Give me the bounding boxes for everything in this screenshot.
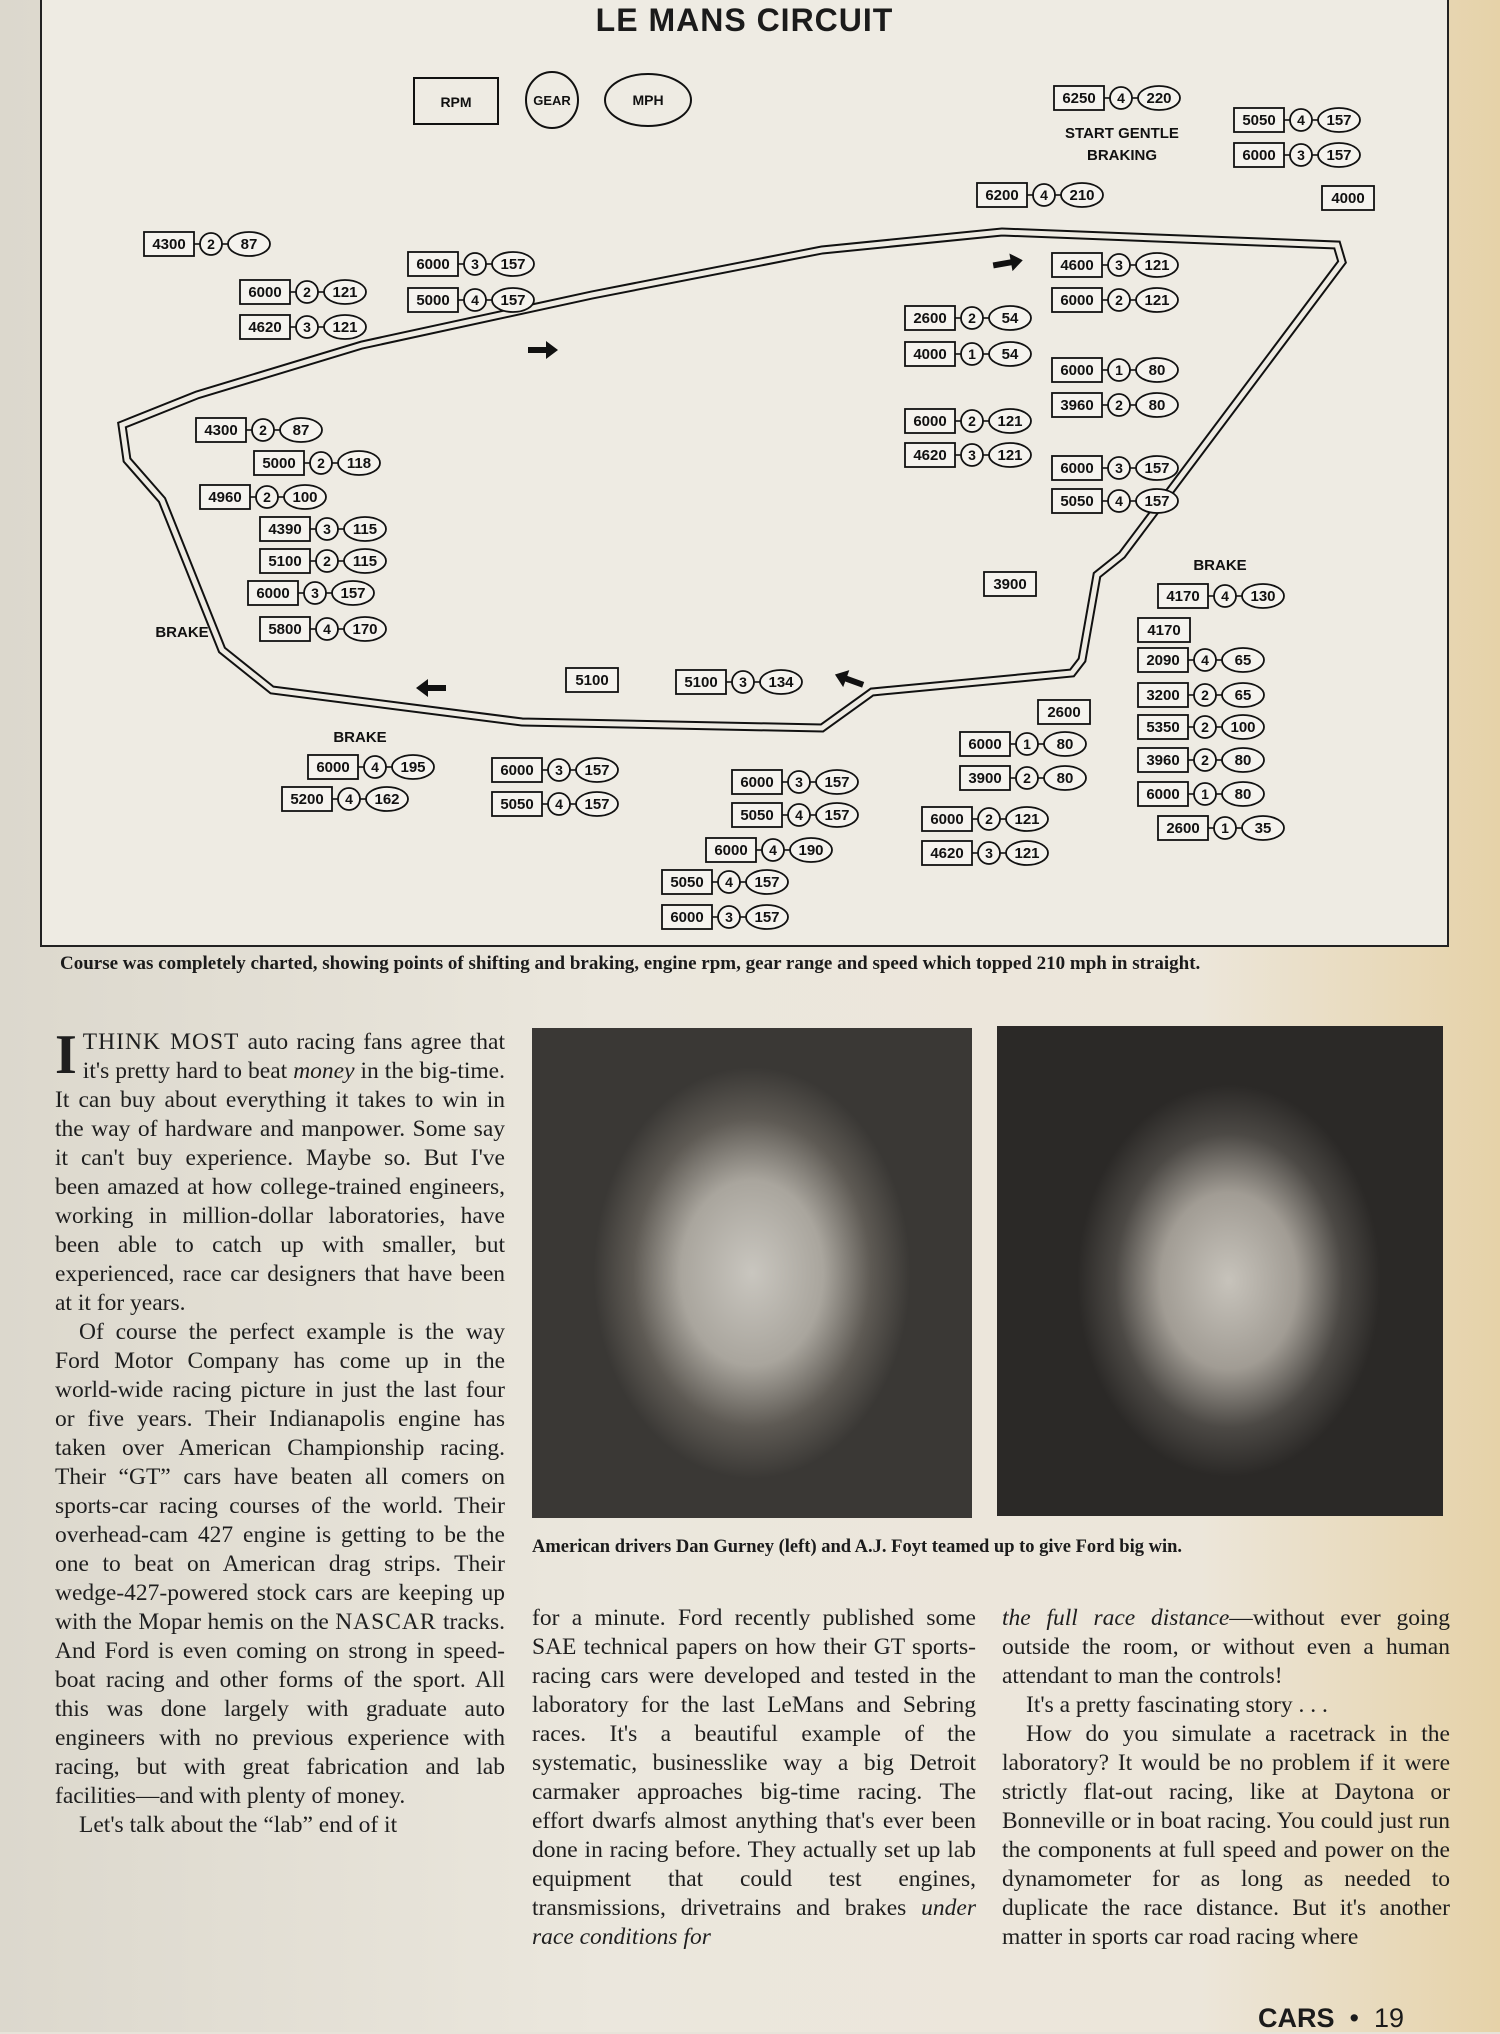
chip-mph-value: 115 (352, 553, 378, 570)
article-paragraph-5: How do you simulate a racetrack in the laboratory? It would be no problem if it were strictly flat-out racing, like at Daytona or Bonneville or in boat racing. You could just run the components at full speed and power on the dynamometer for as long as needed to duplicate the race distance. But it's another matter in sports car road racing where (1002, 1721, 1450, 1950)
chip-gear-value: 2 (1023, 770, 1031, 786)
chip-rpm-value: 3960 (1060, 397, 1094, 414)
chip-gear-value: 3 (985, 845, 993, 861)
chip-rpm-value: 5050 (740, 807, 774, 824)
chip-rpm-value: 6000 (714, 842, 748, 859)
map-caption: Course was completely charted, showing points of shifting and braking, engine rpm, gear range and speed which topped 210 mph in straight. (60, 953, 1201, 974)
chip-rpm-value: 4300 (152, 236, 186, 253)
chip-mph-value: 157 (824, 774, 850, 791)
chip-mph-value: 54 (1001, 346, 1019, 363)
chip-rpm-value: 4390 (268, 521, 302, 538)
single-rpm-value: 2600 (1047, 704, 1081, 721)
brake-label: BRAKE (1193, 557, 1247, 574)
chip-mph-value: 80 (1234, 786, 1252, 803)
chip-mph-value: 65 (1234, 652, 1252, 669)
chip-mph-value: 157 (1326, 147, 1352, 164)
chip-gear-value: 1 (1115, 362, 1123, 378)
photo-dan-gurney (532, 1028, 972, 1518)
single-rpm-value: 4170 (1147, 622, 1181, 639)
chip-rpm-value: 4170 (1166, 588, 1200, 605)
circuit-diagram (42, 0, 1447, 945)
article-paragraph-3-end: the full race distance—without ever going outside the room, or without even a human attendant to man the controls! (1002, 1605, 1450, 1689)
chip-gear-value: 4 (471, 292, 479, 308)
chip-rpm-value: 2600 (913, 310, 947, 327)
article-paragraph-1: ITHINK MOST auto racing fans agree that it's pretty hard to beat money in the big-time. It can buy about everything it takes to win in the way of hardware and manpower. Some say it can't buy experience. Maybe so. But I've been amazed at how college-trained engineers, working in million-dollar laboratories, have been able to catch up with smaller, but experienced, race car designers that have been at it for years. (55, 1024, 505, 1316)
start-gentle-braking-label: BRAKING (1087, 147, 1157, 164)
direction-arrow (528, 341, 558, 359)
chip-mph-value: 100 (292, 489, 318, 506)
chip-mph-value: 157 (754, 874, 780, 891)
chip-mph-value: 80 (1148, 397, 1166, 414)
chip-rpm-value: 6000 (670, 909, 704, 926)
chip-gear-value: 4 (1115, 493, 1123, 509)
chip-rpm-value: 6000 (1060, 460, 1094, 477)
start-gentle-braking-label: START GENTLE (1065, 125, 1179, 142)
chip-rpm-value: 6000 (416, 256, 450, 273)
chip-mph-value: 80 (1056, 770, 1074, 787)
chip-rpm-value: 5100 (684, 674, 718, 691)
chip-mph-value: 121 (1014, 845, 1040, 862)
chip-gear-value: 2 (317, 455, 325, 471)
photo-caption: American drivers Dan Gurney (left) and A.J. Foyt teamed up to give Ford big win. (532, 1537, 1183, 1557)
chip-gear-value: 2 (968, 310, 976, 326)
chip-mph-value: 130 (1250, 588, 1276, 605)
chip-mph-value: 195 (400, 759, 426, 776)
article-column-2 (532, 1604, 976, 1952)
legend-gear-label: GEAR (533, 93, 571, 108)
direction-arrow (832, 666, 866, 693)
single-rpm-value: 3900 (993, 576, 1027, 593)
article-paragraph-3-start: Let's talk about the “lab” end of it (79, 1812, 398, 1838)
chip-gear-value: 2 (207, 236, 215, 252)
chip-mph-value: 118 (346, 455, 372, 472)
chip-mph-value: 121 (997, 413, 1023, 430)
article-paragraph-4: It's a pretty fascinating story . . . (1026, 1692, 1328, 1718)
chip-rpm-value: 6000 (968, 736, 1002, 753)
chip-mph-value: 100 (1230, 719, 1256, 736)
chip-mph-value: 121 (997, 447, 1023, 464)
chip-mph-value: 170 (352, 621, 378, 638)
page-number: 19 (1374, 2003, 1405, 2033)
chip-gear-value: 4 (769, 842, 777, 858)
chip-mph-value: 54 (1001, 310, 1019, 327)
chip-gear-value: 4 (371, 759, 379, 775)
chip-rpm-value: 6000 (740, 774, 774, 791)
chip-mph-value: 121 (1014, 811, 1040, 828)
chip-rpm-value: 6000 (1060, 362, 1094, 379)
chip-mph-value: 121 (332, 284, 358, 301)
chip-gear-value: 2 (1201, 719, 1209, 735)
chip-gear-value: 4 (323, 621, 331, 637)
chip-mph-value: 80 (1056, 736, 1074, 753)
chip-mph-value: 121 (1144, 292, 1170, 309)
chip-rpm-value: 4960 (208, 489, 242, 506)
magazine-name: CARS (1258, 2003, 1335, 2033)
brake-label: BRAKE (333, 729, 387, 746)
chip-mph-value: 115 (352, 521, 378, 538)
drop-cap: I (55, 1024, 77, 1086)
single-rpm-value: 4000 (1331, 190, 1365, 207)
chip-rpm-value: 2600 (1166, 820, 1200, 837)
chip-rpm-value: 4620 (248, 319, 282, 336)
chip-gear-value: 2 (1201, 687, 1209, 703)
chip-gear-value: 3 (795, 774, 803, 790)
chip-mph-value: 210 (1069, 187, 1095, 204)
chip-mph-value: 157 (1326, 112, 1352, 129)
chip-mph-value: 134 (768, 674, 794, 691)
chip-rpm-value: 6000 (913, 413, 947, 430)
chip-rpm-value: 5050 (1242, 112, 1276, 129)
chip-gear-value: 3 (311, 585, 319, 601)
article-paragraph-2: Of course the perfect example is the way Ford Motor Company has come up in the world-wide racing picture in just the last four or five years. Their Indianapolis engine has taken over American Championship racing. Their “GT” cars have beaten all comers on sports-car racing courses of the world. Their overhead-cam 427 engine is getting to be the one to beat on American drag strips. Their wedge-427-powered stock cars are keeping up with the Mopar hemis on the NASCAR tracks. And Ford is even coming on strong in speed-boat racing and other forms of the sport. All this was done largely with graduate auto engineers with no previous experience with racing, but with great fabrication and lab facilities—and with plenty of money. (55, 1319, 505, 1809)
chip-gear-value: 1 (968, 346, 976, 362)
chip-gear-value: 2 (303, 284, 311, 300)
brake-label: BRAKE (155, 624, 209, 641)
chip-rpm-value: 4620 (930, 845, 964, 862)
chip-mph-value: 87 (240, 236, 258, 253)
chip-rpm-value: 4620 (913, 447, 947, 464)
chip-rpm-value: 5050 (1060, 493, 1094, 510)
chip-mph-value: 121 (1144, 257, 1170, 274)
chip-rpm-value: 5050 (500, 796, 534, 813)
chip-rpm-value: 6000 (1146, 786, 1180, 803)
article-column-1 (55, 1024, 505, 1840)
chip-mph-value: 190 (798, 842, 824, 859)
chip-gear-value: 3 (725, 909, 733, 925)
chip-rpm-value: 3960 (1146, 752, 1180, 769)
chip-gear-value: 2 (259, 422, 267, 438)
chip-rpm-value: 5200 (290, 791, 324, 808)
chip-gear-value: 1 (1221, 820, 1229, 836)
chip-rpm-value: 6200 (985, 187, 1019, 204)
chip-gear-value: 2 (323, 553, 331, 569)
chip-mph-value: 157 (584, 762, 610, 779)
article-column-3 (1002, 1604, 1450, 1952)
chip-rpm-value: 6000 (1242, 147, 1276, 164)
chip-gear-value: 3 (303, 319, 311, 335)
chip-gear-value: 2 (1115, 397, 1123, 413)
chip-gear-value: 4 (725, 874, 733, 890)
chip-gear-value: 3 (739, 674, 747, 690)
chip-rpm-value: 5050 (670, 874, 704, 891)
chip-rpm-value: 5100 (268, 553, 302, 570)
chip-mph-value: 157 (500, 292, 526, 309)
chip-mph-value: 157 (1144, 493, 1170, 510)
chip-gear-value: 4 (1221, 588, 1229, 604)
chip-rpm-value: 6000 (248, 284, 282, 301)
legend-mph-label: MPH (632, 92, 664, 108)
chip-mph-value: 157 (584, 796, 610, 813)
chip-gear-value: 4 (1040, 187, 1048, 203)
direction-arrow (416, 679, 446, 697)
chip-gear-value: 2 (263, 489, 271, 505)
chip-mph-value: 35 (1254, 820, 1272, 837)
chip-gear-value: 2 (1115, 292, 1123, 308)
chip-gear-value: 4 (1297, 112, 1305, 128)
chip-rpm-value: 4000 (913, 346, 947, 363)
chip-rpm-value: 4300 (204, 422, 238, 439)
chip-mph-value: 80 (1148, 362, 1166, 379)
chip-rpm-value: 5800 (268, 621, 302, 638)
chip-gear-value: 3 (1297, 147, 1305, 163)
direction-arrow (992, 251, 1025, 274)
single-rpm-value: 5100 (575, 672, 609, 689)
chip-mph-value: 157 (824, 807, 850, 824)
chip-rpm-value: 4600 (1060, 257, 1094, 274)
photo-aj-foyt (997, 1026, 1443, 1516)
chip-gear-value: 4 (1117, 90, 1125, 106)
chip-gear-value: 4 (555, 796, 563, 812)
chip-gear-value: 3 (1115, 257, 1123, 273)
chip-mph-value: 87 (292, 422, 310, 439)
chip-rpm-value: 6000 (500, 762, 534, 779)
chip-rpm-value: 3900 (968, 770, 1002, 787)
chip-rpm-value: 5350 (1146, 719, 1180, 736)
chip-rpm-value: 3200 (1146, 687, 1180, 704)
chip-rpm-value: 2090 (1146, 652, 1180, 669)
chip-gear-value: 4 (345, 791, 353, 807)
chip-rpm-value: 6000 (930, 811, 964, 828)
chip-mph-value: 121 (332, 319, 358, 336)
chip-gear-value: 2 (968, 413, 976, 429)
chip-gear-value: 2 (1201, 752, 1209, 768)
chip-gear-value: 1 (1023, 736, 1031, 752)
chip-rpm-value: 6000 (1060, 292, 1094, 309)
chip-mph-value: 80 (1234, 752, 1252, 769)
chip-gear-value: 2 (985, 811, 993, 827)
article-paragraph-3-cont: for a minute. Ford recently published some SAE technical papers on how their GT sports-racing cars were developed and tested in the laboratory for the last LeMans and Sebring races. It's a beautiful example of the systematic, businesslike way a big Detroit carmaker approaches big-time racing. The effort dwarfs almost anything that's ever been done in racing before. They actually set up lab equipment that could test engines, transmissions, drivetrains and brakes under race conditions for (532, 1605, 976, 1950)
chip-mph-value: 157 (754, 909, 780, 926)
chip-mph-value: 157 (500, 256, 526, 273)
circuit-map (40, 0, 1449, 947)
chip-gear-value: 3 (968, 447, 976, 463)
page-folio: CARS • 19 (1258, 2003, 1405, 2033)
map-title: LE MANS CIRCUIT (595, 2, 894, 38)
chip-rpm-value: 6000 (316, 759, 350, 776)
chip-gear-value: 3 (555, 762, 563, 778)
chip-gear-value: 4 (1201, 652, 1209, 668)
legend-rpm-label: RPM (440, 94, 472, 110)
chip-gear-value: 3 (471, 256, 479, 272)
chip-rpm-value: 5000 (262, 455, 296, 472)
chip-gear-value: 3 (1115, 460, 1123, 476)
chip-gear-value: 3 (323, 521, 331, 537)
chip-rpm-value: 6000 (256, 585, 290, 602)
chip-gear-value: 1 (1201, 786, 1209, 802)
chip-mph-value: 157 (340, 585, 366, 602)
chip-mph-value: 220 (1146, 90, 1172, 107)
chip-gear-value: 4 (795, 807, 803, 823)
chip-rpm-value: 6250 (1062, 90, 1096, 107)
chip-rpm-value: 5000 (416, 292, 450, 309)
chip-mph-value: 157 (1144, 460, 1170, 477)
chip-mph-value: 65 (1234, 687, 1252, 704)
chip-mph-value: 162 (374, 791, 400, 808)
